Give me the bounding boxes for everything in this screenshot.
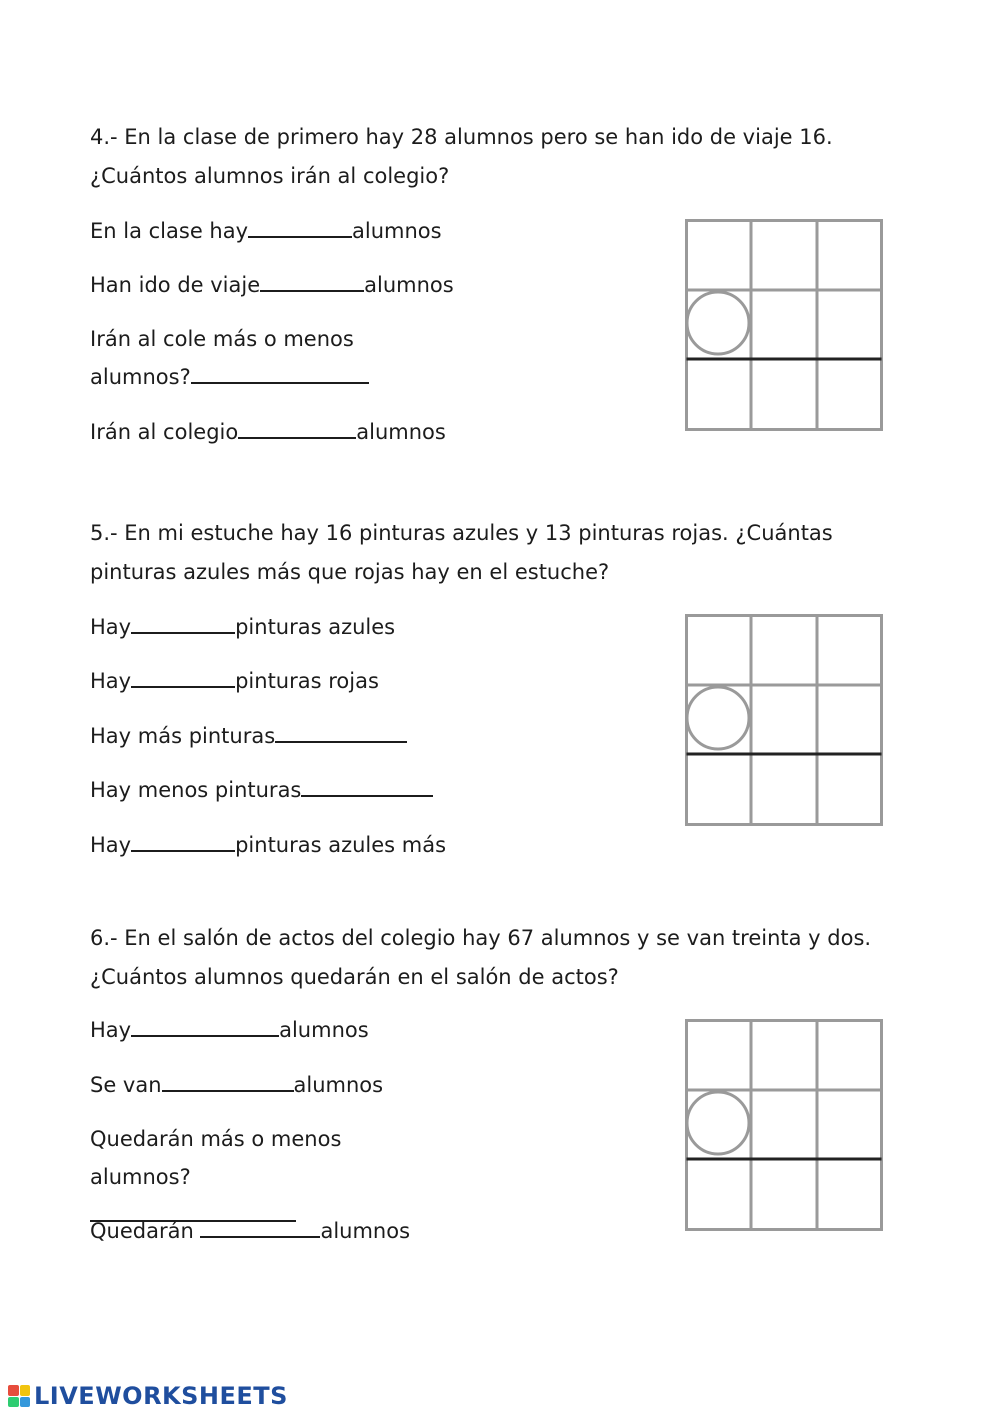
liveworksheets-logo-icon bbox=[8, 1385, 30, 1407]
answer-blank[interactable] bbox=[275, 723, 407, 743]
subtraction-grid[interactable] bbox=[685, 614, 883, 826]
question-line: 6.- En el salón de actos del colegio hay 67 alumnos y se van treinta y dos. bbox=[90, 926, 872, 950]
answer-blank[interactable] bbox=[248, 218, 352, 238]
answer-blank[interactable] bbox=[260, 272, 364, 292]
answer-line: Irán al cole más o menos alumnos? bbox=[90, 320, 390, 396]
answer-blank[interactable] bbox=[131, 1017, 279, 1037]
subtraction-grid[interactable] bbox=[685, 219, 883, 431]
answer-line: Hay menos pinturas bbox=[90, 775, 433, 805]
answer-blank[interactable] bbox=[131, 668, 235, 688]
answer-blank[interactable] bbox=[131, 614, 235, 634]
brand-name: LIVEWORKSHEETS bbox=[34, 1382, 288, 1410]
answer-blank[interactable] bbox=[200, 1218, 320, 1238]
problem-5 bbox=[90, 514, 970, 857]
question-line: pinturas azules más que rojas hay en el estuche? bbox=[90, 560, 610, 584]
footer-brand bbox=[8, 1381, 288, 1411]
answer-line: Hay alumnos bbox=[90, 1018, 369, 1042]
subtraction-grid[interactable] bbox=[685, 1019, 883, 1231]
question-line: ¿Cuántos alumnos quedarán en el salón de actos? bbox=[90, 965, 619, 989]
answer-line: Irán al colegio alumnos bbox=[90, 420, 446, 444]
answer-line: Quedarán alumnos bbox=[90, 1219, 411, 1243]
answer-line: Hay pinturas rojas bbox=[90, 669, 379, 693]
answer-line: Hay pinturas azules más bbox=[90, 833, 447, 857]
answer-blank[interactable] bbox=[191, 364, 369, 384]
answer-line: Quedarán más o menos alumnos? bbox=[90, 1120, 390, 1234]
answer-line: Hay pinturas azules bbox=[90, 615, 396, 639]
question-line: ¿Cuántos alumnos irán al colegio? bbox=[90, 164, 450, 188]
problem-6 bbox=[90, 919, 970, 1243]
answer-blank[interactable] bbox=[238, 419, 356, 439]
question-line: 4.- En la clase de primero hay 28 alumnos pero se han ido de viaje 16. bbox=[90, 125, 833, 149]
answer-blank[interactable] bbox=[131, 832, 235, 852]
question-line: 5.- En mi estuche hay 16 pinturas azules y 13 pinturas rojas. ¿Cuántas bbox=[90, 521, 833, 545]
answer-line: Hay más pinturas bbox=[90, 721, 407, 751]
answer-blank[interactable] bbox=[162, 1072, 294, 1092]
answer-line: En la clase hay alumnos bbox=[90, 219, 442, 243]
answer-line: Han ido de viaje alumnos bbox=[90, 273, 454, 297]
answer-line: Se van alumnos bbox=[90, 1073, 384, 1097]
answer-blank[interactable] bbox=[301, 777, 433, 797]
problem-4 bbox=[90, 118, 970, 444]
